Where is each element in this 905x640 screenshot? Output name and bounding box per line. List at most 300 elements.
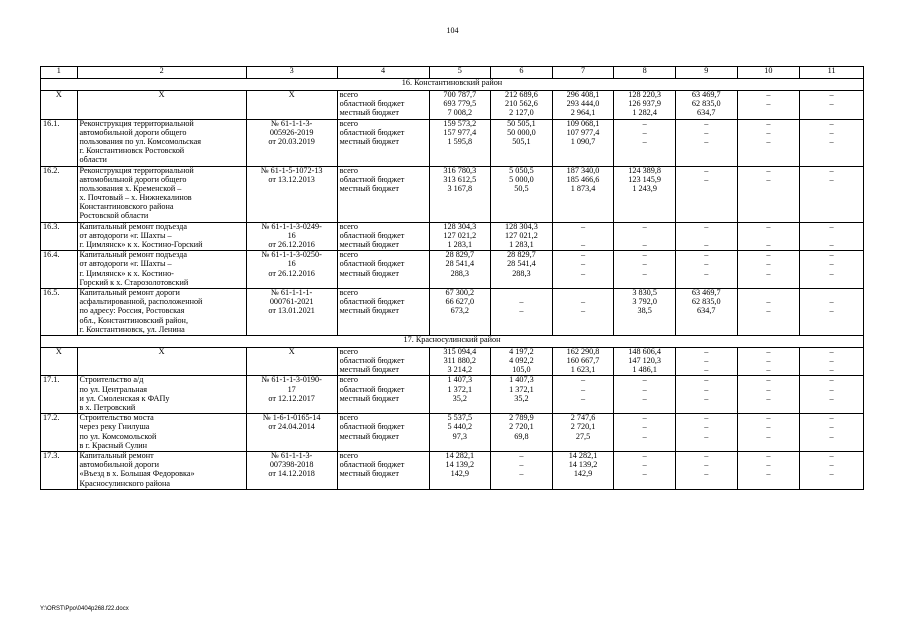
- funding-source: [337, 347, 429, 376]
- object-name-line: «Въезд в х. Большая Федоровка»: [79, 469, 195, 479]
- amount-cell-c5: [429, 347, 491, 376]
- amount-value: 66 627,0: [445, 297, 475, 307]
- amount-value: –: [642, 393, 647, 403]
- amount-value: –: [704, 136, 709, 146]
- amount-value: 3 214,2: [447, 365, 473, 375]
- amount-value: 127 021,2: [505, 230, 538, 240]
- amount-cell-c10: [737, 91, 800, 120]
- amount-value: 210 562,6: [505, 99, 538, 109]
- column-number-cell: 9: [675, 67, 737, 79]
- document-line: от 26.12.2016: [268, 240, 315, 249]
- amount-value: –: [829, 347, 834, 356]
- row-number: 17.1.: [41, 376, 78, 414]
- amount-value: –: [829, 119, 834, 128]
- funding-source-label: местный бюджет: [339, 469, 399, 479]
- amount-value: –: [829, 431, 834, 441]
- funding-source: [337, 91, 429, 120]
- funding-source-label: местный бюджет: [339, 393, 399, 403]
- amount-cell-c7: [552, 376, 614, 414]
- object-name-line: по адресу: Россия, Ростовская: [79, 306, 185, 316]
- amount-value: –: [642, 413, 647, 423]
- amount-value: –: [766, 365, 771, 375]
- amount-value: –: [829, 422, 834, 432]
- amount-value: –: [704, 347, 709, 356]
- amount-value: –: [704, 356, 709, 366]
- amount-cell-c8: [614, 451, 676, 489]
- district-header-row: [41, 79, 864, 91]
- amount-value: 1 090,7: [570, 136, 596, 146]
- amount-value: –: [642, 469, 647, 479]
- amount-value: –: [642, 375, 647, 385]
- object-name-line: Ростовской области: [79, 211, 149, 221]
- amount-value: 5 537,5: [447, 413, 473, 423]
- amount-value: 673,2: [450, 306, 470, 316]
- amount-value: 5 440,2: [447, 422, 473, 432]
- amount-value: 505,1: [512, 136, 531, 146]
- amount-cell-c8: [614, 222, 676, 251]
- document-number: [246, 166, 337, 222]
- amount-value: –: [766, 422, 771, 432]
- amount-cell-c6: [491, 451, 553, 489]
- column-number-cell: 6: [491, 67, 553, 79]
- funding-source-label: местный бюджет: [339, 136, 399, 146]
- table-row: [41, 119, 864, 166]
- amount-cell-c8: [614, 91, 676, 120]
- amount-cell-c10: [737, 376, 800, 414]
- object-name-line: по ул. Комсомольской: [79, 431, 157, 441]
- object-name-line: Реконструкция территориальной: [79, 166, 194, 175]
- amount-value: 142,9: [450, 469, 470, 479]
- amount-value: –: [704, 413, 709, 423]
- document-line: от 13.12.2013: [268, 174, 315, 184]
- document-number: [246, 91, 337, 120]
- funding-source-label: областной бюджет: [339, 356, 405, 366]
- amount-cell-c5: [429, 119, 491, 166]
- amount-cell-c5: [429, 222, 491, 251]
- object-name-line: от автодороги «г. Шахты –: [79, 259, 172, 269]
- document-line: № 61-1-1-3-0249-: [261, 222, 322, 231]
- amount-value: –: [766, 99, 771, 109]
- object-name-line: пользования х. Кременской –: [79, 183, 182, 193]
- column-number-row: [41, 67, 864, 79]
- funding-table: [40, 66, 864, 490]
- amount-value: –: [829, 268, 834, 278]
- amount-value: 62 835,0: [691, 297, 721, 307]
- document-line: 16: [287, 259, 296, 269]
- amount-value: –: [580, 393, 586, 403]
- amount-cell-c5: [429, 91, 491, 120]
- object-name-line: Капитальный ремонт: [79, 451, 154, 460]
- amount-cell-c11: [800, 91, 864, 120]
- amount-value: 2 964,1: [570, 108, 596, 118]
- amount-cell-c5: [429, 414, 491, 452]
- amount-value: 315 094,4: [443, 347, 477, 356]
- amount-value: –: [704, 451, 709, 460]
- table-row: [41, 166, 864, 222]
- column-number-cell: 1: [41, 67, 78, 79]
- amount-value: [802, 109, 861, 118]
- amount-cell-c10: [737, 222, 800, 251]
- amount-cell-c9: [675, 376, 737, 414]
- object-name-line: Горский к х. Старозолотовский: [79, 277, 189, 287]
- amount-cell-c10: [737, 166, 800, 222]
- document-number: [246, 451, 337, 489]
- funding-source: [337, 222, 429, 251]
- document-line: от 20.03.2019: [268, 136, 315, 146]
- object-name-line: х. Почтовый – х. Нижнекалинов: [79, 193, 192, 203]
- amount-value: 128 304,3: [505, 222, 538, 231]
- document-number: [246, 347, 337, 376]
- amount-value: –: [642, 136, 647, 146]
- row-number: 17.2.: [41, 414, 78, 452]
- object-name-line: по ул. Центральная: [79, 384, 147, 394]
- amount-cell-c10: [737, 451, 800, 489]
- document-number: [246, 119, 337, 166]
- document-line: № 61-1-1-3-0190-: [261, 375, 322, 385]
- document-line: 007398-2018: [269, 460, 314, 470]
- table-row: [41, 222, 864, 251]
- document-line: № 61-1-1-3-: [271, 119, 313, 128]
- amount-value: 1 407,3: [447, 375, 473, 385]
- column-number-cell: 8: [614, 67, 676, 79]
- amount-value: 159 573,2: [443, 119, 477, 128]
- amount-value: –: [642, 222, 647, 231]
- amount-value: –: [704, 240, 709, 249]
- amount-value: 185 466,6: [566, 174, 600, 184]
- amount-value: –: [829, 240, 834, 249]
- document-number: [246, 251, 337, 289]
- object-name: [77, 288, 246, 335]
- amount-value: –: [704, 469, 709, 479]
- amount-value: 1 283,1: [447, 240, 473, 249]
- object-name: [77, 451, 246, 489]
- page-number: 104: [446, 26, 459, 35]
- funding-source-label: всего: [339, 375, 359, 385]
- row-number: 16.5.: [41, 288, 78, 335]
- amount-value: [740, 185, 798, 194]
- amount-value: 28 541,4: [445, 259, 475, 269]
- amount-cell-c7: [552, 288, 614, 335]
- amount-value: –: [829, 469, 834, 479]
- document-line: № 61-1-1-3-0250-: [261, 250, 322, 260]
- amount-value: 4 092,2: [509, 356, 534, 366]
- amount-value: –: [766, 356, 771, 366]
- amount-value: –: [580, 250, 586, 260]
- amount-value: 126 937,9: [628, 99, 661, 109]
- document-line: от 12.12.2017: [268, 393, 315, 403]
- document-line: от 13.01.2021: [268, 306, 315, 316]
- amount-value: 148 606,4: [628, 347, 661, 356]
- amount-cell-c7: [552, 119, 614, 166]
- amount-value: –: [642, 460, 647, 470]
- amount-value: –: [766, 393, 771, 403]
- funding-source-label: всего: [339, 90, 359, 99]
- object-name-line: автомобильной дороги общего: [79, 174, 187, 184]
- amount-value: 28 829,7: [445, 250, 475, 260]
- amount-value: –: [580, 222, 586, 231]
- funding-source-label: всего: [339, 347, 359, 356]
- amount-value: 142,9: [573, 469, 593, 479]
- amount-value: –: [642, 422, 647, 432]
- object-name-line: г. Константиновск, ул. Ленина: [79, 324, 185, 334]
- amount-value: 1 407,3: [509, 375, 534, 385]
- amount-value: –: [519, 297, 524, 307]
- amount-cell-c6: [491, 251, 553, 289]
- amount-value: –: [766, 90, 771, 99]
- funding-source: [337, 166, 429, 222]
- amount-cell-c6: [491, 222, 553, 251]
- amount-cell-c7: [552, 166, 614, 222]
- object-name-line: г. Константиновск Ростовской: [79, 146, 185, 156]
- amount-value: –: [829, 136, 834, 146]
- object-name-line: автомобильной дороги: [79, 460, 159, 470]
- funding-source-label: местный бюджет: [339, 268, 399, 278]
- amount-cell-c9: [675, 91, 737, 120]
- amount-value: 1 623,1: [570, 365, 596, 375]
- amount-value: –: [704, 384, 709, 394]
- amount-value: –: [829, 259, 834, 269]
- amount-value: 7 008,2: [447, 108, 473, 118]
- amount-cell-c5: [429, 376, 491, 414]
- object-name-line: Строительство а/д: [79, 375, 144, 385]
- amount-cell-c9: [675, 222, 737, 251]
- funding-source-label: местный бюджет: [339, 365, 399, 375]
- funding-source-label: местный бюджет: [339, 431, 399, 441]
- amount-value: 14 139,2: [445, 460, 475, 470]
- amount-value: –: [642, 127, 647, 137]
- amount-value: 288,3: [450, 268, 470, 278]
- amount-value: 50,5: [514, 183, 529, 193]
- object-name-line: г. Цимлянск» к х. Костино-Горский: [79, 240, 203, 249]
- object-name-line: области: [79, 155, 107, 165]
- amount-value: 27,5: [575, 431, 591, 441]
- document-line: № 61-1-1-1-: [271, 288, 313, 297]
- amount-cell-c8: [614, 414, 676, 452]
- amount-value: 634,7: [697, 108, 716, 118]
- amount-value: 2 720,1: [509, 422, 534, 432]
- amount-value: 2 747,6: [570, 413, 596, 423]
- object-name-line: в г. Красный Сулин: [79, 440, 147, 450]
- amount-value: –: [704, 268, 709, 278]
- amount-value: –: [519, 469, 524, 479]
- amount-value: –: [580, 240, 586, 249]
- amount-value: –: [580, 384, 586, 394]
- funding-source-label: областной бюджет: [339, 460, 405, 470]
- amount-cell-c6: [491, 91, 553, 120]
- funding-source: [337, 376, 429, 414]
- document-line: 005926-2019: [269, 127, 314, 137]
- amount-value: –: [829, 99, 834, 109]
- amount-cell-c7: [552, 251, 614, 289]
- amount-value: 288,3: [512, 268, 531, 278]
- funding-source-label: всего: [339, 413, 359, 423]
- amount-value: –: [580, 268, 586, 278]
- amount-cell-c8: [614, 347, 676, 376]
- amount-value: 162 290,8: [566, 347, 600, 356]
- funding-source-label: областной бюджет: [339, 127, 405, 137]
- amount-value: 313 612,5: [443, 174, 477, 184]
- funding-source: [337, 451, 429, 489]
- funding-source-label: областной бюджет: [339, 384, 405, 394]
- document-line: 000761-2021: [269, 297, 314, 307]
- object-name-line: и ул. Смоленская к ФАПу: [79, 393, 170, 403]
- column-number-cell: 2: [77, 67, 246, 79]
- object-name-line: Красносулинского района: [79, 478, 170, 488]
- funding-source-label: областной бюджет: [339, 422, 405, 432]
- amount-value: –: [829, 90, 834, 99]
- table-row: [41, 451, 864, 489]
- amount-cell-c9: [675, 347, 737, 376]
- amount-cell-c7: [552, 414, 614, 452]
- amount-value: 212 689,6: [505, 90, 538, 99]
- table-row: [41, 251, 864, 289]
- amount-cell-c9: [675, 414, 737, 452]
- amount-value: 2 720,1: [570, 422, 596, 432]
- document-line: от 26.12.2016: [268, 268, 315, 278]
- document-line: X: [288, 90, 295, 99]
- amount-value: –: [829, 166, 834, 175]
- object-name-line: в х. Петровский: [79, 403, 136, 412]
- amount-value: 107 977,4: [566, 127, 600, 137]
- amount-cell-c10: [737, 347, 800, 376]
- object-name-line: г. Цимлянск» к х. Костино-: [79, 268, 174, 278]
- row-number: 16.4.: [41, 251, 78, 289]
- amount-value: 2 789,9: [509, 413, 534, 423]
- amount-value: –: [766, 469, 771, 479]
- object-name-line: автомобильной дороги общего: [79, 127, 187, 137]
- amount-value: –: [580, 375, 586, 385]
- amount-cell-c11: [800, 288, 864, 335]
- amount-value: 311 880,2: [443, 356, 477, 366]
- document-line: 17: [287, 384, 296, 394]
- amount-cell-c5: [429, 251, 491, 289]
- amount-value: –: [704, 393, 709, 403]
- funding-source-label: областной бюджет: [339, 259, 405, 269]
- amount-value: –: [766, 136, 771, 146]
- object-name: [77, 376, 246, 414]
- amount-value: 124 389,8: [628, 166, 661, 175]
- amount-value: 28 541,4: [507, 259, 536, 269]
- column-number-cell: 4: [337, 67, 429, 79]
- amount-value: –: [766, 306, 771, 316]
- district-title: 17. Красносулинский район: [41, 335, 864, 347]
- amount-cell-c7: [552, 91, 614, 120]
- amount-value: 50 505,1: [507, 119, 536, 128]
- amount-value: 316 780,3: [443, 166, 477, 175]
- document-line: X: [288, 347, 295, 356]
- amount-cell-c5: [429, 451, 491, 489]
- amount-value: 35,2: [452, 393, 467, 403]
- amount-value: –: [766, 166, 771, 175]
- amount-value: –: [766, 174, 771, 184]
- row-number: X: [41, 347, 78, 376]
- amount-cell-c6: [491, 119, 553, 166]
- row-number: 16.1.: [41, 119, 78, 166]
- amount-value: 634,7: [697, 306, 716, 316]
- object-name-line: Капитальный ремонт дороги: [79, 288, 180, 297]
- file-path-footer: Y:\ORST\Ppo\0404p268.f22.docx: [40, 606, 129, 612]
- funding-source-label: областной бюджет: [339, 230, 405, 240]
- amount-value: 5 000,0: [509, 174, 534, 184]
- amount-value: 693 779,5: [443, 99, 477, 109]
- amount-value: 62 835,0: [691, 99, 721, 109]
- amount-value: –: [642, 119, 647, 128]
- amount-value: 14 139,2: [568, 460, 598, 470]
- amount-value: 50 000,0: [507, 127, 536, 137]
- amount-cell-c7: [552, 451, 614, 489]
- funding-source-label: всего: [339, 451, 359, 460]
- object-name: [77, 414, 246, 452]
- district-header-row: [41, 335, 864, 347]
- object-name-line: Строительство моста: [79, 413, 154, 423]
- amount-value: 700 787,7: [443, 90, 477, 99]
- amount-cell-c10: [737, 119, 800, 166]
- amount-cell-c9: [675, 119, 737, 166]
- funding-source-label: местный бюджет: [339, 240, 399, 249]
- object-name-line: Реконструкция территориальной: [79, 119, 194, 128]
- object-name: [77, 222, 246, 251]
- amount-value: –: [766, 347, 771, 356]
- column-number-cell: 11: [800, 67, 864, 79]
- column-number-cell: 3: [246, 67, 337, 79]
- amount-cell-c6: [491, 166, 553, 222]
- amount-value: 1 243,9: [632, 183, 657, 193]
- amount-cell-c7: [552, 347, 614, 376]
- amount-value: –: [829, 451, 834, 460]
- amount-value: 38,5: [637, 306, 652, 316]
- object-name-line: асфальтированной, расположенной: [79, 297, 203, 307]
- table-row: [41, 288, 864, 335]
- column-number-cell: 10: [737, 67, 800, 79]
- amount-cell-c7: [552, 222, 614, 251]
- amount-value: 1 282,4: [632, 108, 657, 118]
- object-name-line: обл., Константиновский район,: [79, 315, 188, 325]
- amount-value: [802, 185, 861, 194]
- amount-value: 1 283,1: [509, 240, 534, 249]
- amount-value: –: [704, 422, 709, 432]
- amount-value: –: [642, 240, 647, 249]
- document-line: от 24.04.2014: [268, 422, 315, 432]
- amount-value: 97,3: [452, 431, 467, 441]
- funding-source-label: местный бюджет: [339, 306, 399, 316]
- amount-value: 63 469,7: [691, 288, 721, 297]
- amount-value: –: [704, 222, 709, 231]
- amount-cell-c11: [800, 119, 864, 166]
- amount-value: 147 120,3: [628, 356, 661, 366]
- amount-value: 35,2: [514, 393, 529, 403]
- amount-value: [740, 109, 798, 118]
- table-row: [41, 414, 864, 452]
- object-name-line: от автодороги «г. Шахты –: [79, 230, 172, 240]
- amount-cell-c6: [491, 376, 553, 414]
- amount-value: 123 145,9: [628, 174, 661, 184]
- row-number: 17.3.: [41, 451, 78, 489]
- amount-value: 4 197,2: [509, 347, 534, 356]
- document-number: [246, 222, 337, 251]
- amount-value: –: [704, 365, 709, 375]
- amount-value: –: [642, 259, 647, 269]
- amount-value: 69,8: [514, 431, 529, 441]
- amount-value: –: [766, 119, 771, 128]
- amount-value: –: [642, 250, 647, 260]
- amount-value: –: [766, 375, 771, 385]
- amount-value: 28 829,7: [507, 250, 536, 260]
- funding-source-label: всего: [339, 222, 359, 231]
- amount-value: –: [519, 306, 524, 316]
- amount-value: –: [766, 222, 771, 231]
- object-name-line: Константиновского района: [79, 202, 174, 212]
- amount-value: –: [829, 127, 834, 137]
